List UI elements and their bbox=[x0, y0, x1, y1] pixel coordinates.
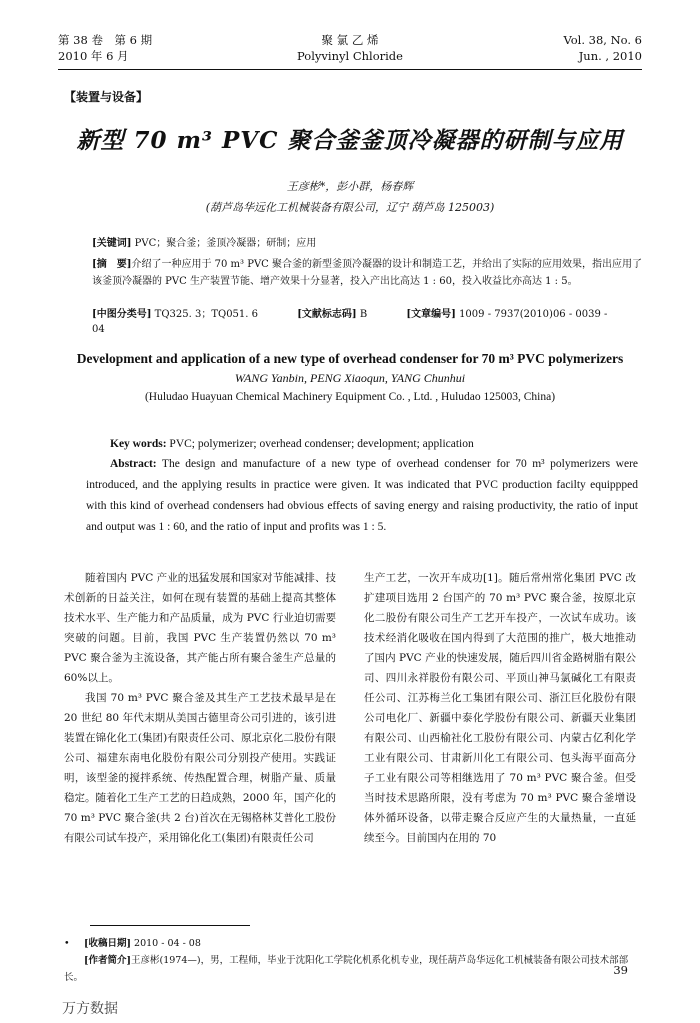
running-header bbox=[58, 32, 642, 66]
abstract-zh-label: [摘 要] bbox=[92, 259, 132, 270]
date-zh: 2010 年 6 月 bbox=[58, 49, 129, 63]
footnote bbox=[64, 935, 642, 986]
received-label: [收稿日期] bbox=[84, 938, 131, 949]
section-tag: 【装置与设备】 bbox=[64, 90, 149, 104]
body-column-left bbox=[64, 568, 336, 848]
keywords-zh bbox=[92, 236, 642, 251]
journal-name-zh: 聚 氯 乙 烯 bbox=[321, 33, 379, 47]
affiliation-en: (Huludao Huayuan Chemical Machinery Equipment Co. , Ltd. , Huludao 125003, China) bbox=[144, 391, 556, 403]
article-number-label: [文章编号] bbox=[406, 309, 456, 320]
classification-zh bbox=[92, 307, 642, 337]
header-center bbox=[58, 32, 642, 64]
watermark: 万方数据 bbox=[62, 1001, 118, 1017]
page-number: 39 bbox=[613, 963, 628, 977]
abstract-en-text: The design and manufacture of a new type of overhead condenser for 70 m³ polymerizers were introduced, and the applying results in practice were given. It was indicated that PVC production facilty equippped with this kind of overhead condensers had obvious effects of saving energy and raising productivity, the ratio of input and output was 1 : 60, and the ratio of input and profits was 1 : 5. bbox=[86, 458, 638, 533]
abstract-zh bbox=[92, 256, 642, 290]
doc-code-label: [文献标志码] bbox=[297, 309, 357, 320]
affiliation-zh: (葫芦岛华远化工机械装备有限公司，辽宁 葫芦岛 125003) bbox=[205, 201, 495, 214]
received-value: 2010 - 04 - 08 bbox=[134, 938, 201, 949]
article-title-en: Development and application of a new type of overhead condenser for 70 m³ PVC polymerizers bbox=[76, 351, 624, 366]
body-column-right bbox=[364, 568, 636, 848]
footnote-rule bbox=[90, 925, 250, 926]
received-date: • [收稿日期] 2010 - 04 - 08 bbox=[64, 938, 201, 949]
header-rule bbox=[58, 69, 642, 70]
body-paragraph: 我国 70 m³ PVC 聚合釜及其生产工艺技术最早是在 20 世纪 80 年代末期从美国古德里奇公司引进的，该引进装置在锦化化工(集团)有限责任公司、原北京化二股份有限公司、福建东南电化股份有限公司分别投产使用。实践证明，该型釜的搅拌系统、传热配置合理，树脂产量、质量稳定。随着化工生产工艺的日趋成熟，2000 年，国产化的 70 m³ PVC 聚合釜(共 2 台)首次在无锡格林艾普化工股份有限公司试车投产，采用锦化化工(集团)有限责任公司 bbox=[64, 692, 336, 844]
header-right bbox=[563, 32, 642, 64]
abstract-zh-text: 介绍了一种应用于 70 m³ PVC 聚合釜的新型釜顶冷凝器的设计和制造工艺，并给出了实际的应用效果，指出应用了该釜顶冷凝器的 PVC 生产装置节能、增产效果十分显著，投入产出比高达 1 : 60，投入收益比亦高达 1 : 5。 bbox=[92, 259, 643, 287]
author-bio-label: [作者简介] bbox=[84, 955, 131, 966]
volume-issue-zh: 第 38 卷 第 6 期 bbox=[58, 33, 153, 47]
keywords-zh-label: [关键词] bbox=[92, 238, 132, 249]
authors-en: WANG Yanbin, PENG Xiaoqun, YANG Chunhui bbox=[234, 371, 466, 385]
body-paragraph: 随着国内 PVC 产业的迅猛发展和国家对节能减排、技术创新的日益关注，如何在现有装置的基础上提高其整体技术水平、生产能力和产品质量，成为 PVC 行业迫切需要突破的问题。目前，我国 PVC 生产装置仍然以 70 m³ PVC 聚合釜为主流设备，其产能占所有聚合釜生产总量的 60%以上。 bbox=[64, 572, 336, 684]
author-bio bbox=[64, 952, 642, 986]
date-en: Jun. , 2010 bbox=[578, 49, 642, 63]
keywords-en-text: PVC; polymerizer; overhead condenser; development; application bbox=[169, 438, 474, 450]
journal-name-en: Polyvinyl Chloride bbox=[297, 49, 403, 63]
abstract-en-label: Abstract: bbox=[110, 458, 157, 470]
authors-zh: 王彦彬*，彭小群，杨春辉 bbox=[286, 180, 414, 193]
body-paragraph: 生产工艺，一次开车成功[1]。随后常州常化集团 PVC 改扩建项目选用 2 台国产的 70 m³ PVC 聚合釜，按原北京化二股份有限公司生产工艺开车投产，一次试车成功。该技术经消化吸收在国内得到了大范围的推广，极大地推动了国内 PVC 产业的快速发展，随后四川省金路树脂有限公司、四川永祥股份有限公司、平顶山神马氯碱化工有限责任公司、江苏梅兰化工集团有限公司、浙江巨化股份有限公司电化厂、新疆中泰化学股份有限公司、新疆天业集团有限公司、山西榆社化工股份有限公司、内蒙古亿利化学工业有限公司、甘肃新川化工有限公司、包头海平面高分子工业有限公司等相继选用了 70 m³ PVC 聚合釜。但受当时技术思路所限，没有考虑为 70 m³ PVC 聚合釜增设体外循环设备，以带走聚合反应产生的大量热量，一直延续至今。目前国内在用的 70 bbox=[364, 572, 636, 844]
doc-code-value: B bbox=[359, 309, 368, 320]
article-number-value: 1009 - 7937(2010)06 - 0039 - 04 bbox=[92, 309, 608, 335]
abstract-en bbox=[86, 454, 638, 538]
clc-value: TQ325. 3；TQ051. 6 bbox=[154, 309, 259, 320]
volume-issue-en: Vol. 38, No. 6 bbox=[563, 33, 642, 47]
clc-label: [中图分类号] bbox=[92, 309, 152, 320]
keywords-en bbox=[110, 434, 638, 454]
article-title-zh: 新型 70 m³ PVC 聚合釜釜顶冷凝器的研制与应用 bbox=[76, 127, 624, 154]
keywords-en-label: Key words: bbox=[110, 438, 167, 450]
keywords-zh-text: PVC；聚合釜；釜顶冷凝器；研制；应用 bbox=[134, 238, 317, 249]
author-bio-text: 王彦彬(1974—)，男，工程师，毕业于沈阳化工学院化机系化机专业，现任葫芦岛华远化工机械装备有限公司技术部部长。 bbox=[64, 955, 629, 983]
